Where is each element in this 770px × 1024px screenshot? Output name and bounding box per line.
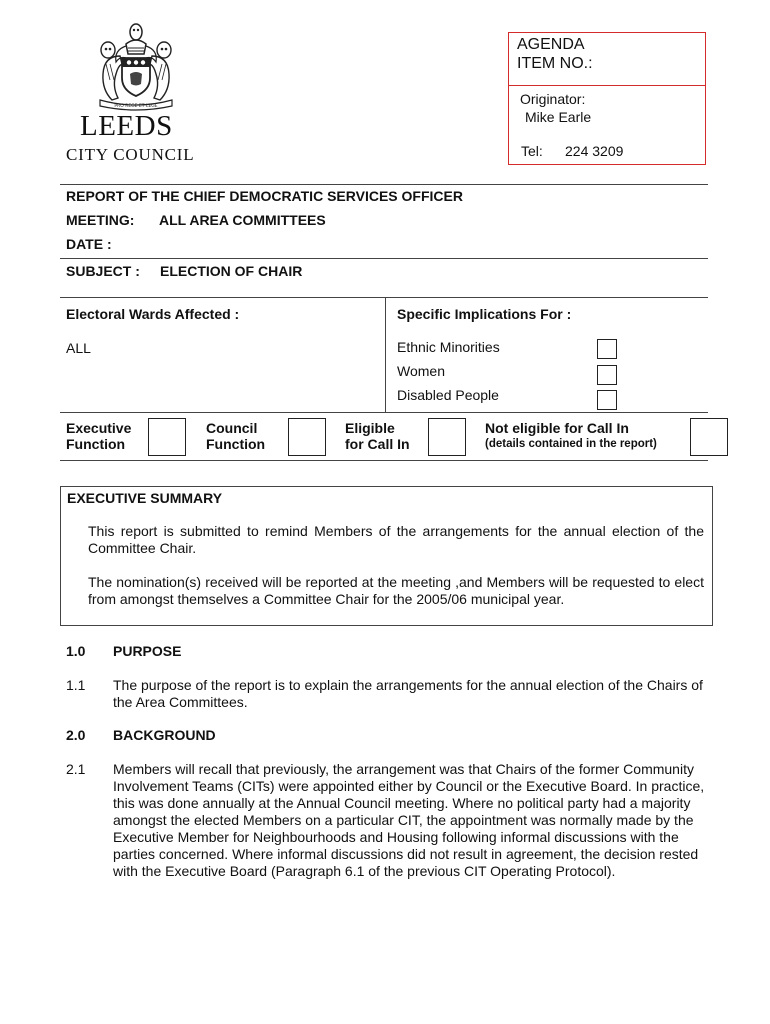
council-crest <box>86 20 186 112</box>
paragraph-text-1-1: The purpose of the report is to explain the arrangements for the annual election of the Chairs of the Area Committees. <box>113 677 703 710</box>
item-no-label: ITEM NO.: <box>517 55 593 72</box>
wards-value: ALL <box>66 340 91 356</box>
wards-label: Electoral Wards Affected : <box>66 306 240 322</box>
checkbox-not-eligible-call-in[interactable] <box>690 418 728 456</box>
executive-summary-box <box>60 486 713 626</box>
rule-wards <box>60 297 708 298</box>
implication-disabled-people: Disabled People <box>397 387 499 403</box>
crest-icon <box>86 20 186 112</box>
rule-subject <box>60 258 708 259</box>
agenda-divider <box>509 85 705 86</box>
checkbox-executive-function[interactable] <box>148 418 186 456</box>
checkbox-council-function[interactable] <box>288 418 326 456</box>
meeting-value: ALL AREA COMMITTEES <box>159 212 326 228</box>
section-title-background: BACKGROUND <box>113 727 216 743</box>
rule-functions <box>60 412 708 413</box>
council-name-line2: CITY COUNCIL <box>66 145 195 164</box>
executive-summary-title: EXECUTIVE SUMMARY <box>67 490 223 506</box>
originator-name: Mike Earle <box>525 109 592 125</box>
meeting-label: MEETING: <box>66 212 135 228</box>
implication-women: Women <box>397 363 445 379</box>
paragraph-number-2-1: 2.1 <box>66 761 86 777</box>
council-function-line1: Council <box>206 420 258 436</box>
paragraph-number-1-1: 1.1 <box>66 677 86 693</box>
checkbox-eligible-call-in[interactable] <box>428 418 466 456</box>
rule-bottom-functions <box>60 460 708 461</box>
agenda-box <box>508 32 706 165</box>
council-name-line1: LEEDS <box>80 110 173 142</box>
eligible-call-in-line1: Eligible <box>345 420 395 436</box>
subject-value: ELECTION OF CHAIR <box>160 263 303 279</box>
originator-label: Originator: <box>520 91 586 107</box>
section-title-purpose: PURPOSE <box>113 643 182 659</box>
agenda-label: AGENDA <box>517 36 585 53</box>
wards-divider <box>385 297 386 413</box>
rule-top <box>60 184 708 185</box>
tel-number: 224 3209 <box>565 143 624 159</box>
checkbox-disabled-people[interactable] <box>597 390 617 410</box>
paragraph-text-2-1: Members will recall that previously, the arrangement was that Chairs of the former Community Involvement Teams (CITs) were appointed either by Council or the Executive Board. In practice, this was done annually at the Annual Council meeting. Where no political party had a majority amongst the elected Members on a particular CIT, the appointment was normally made by the Executive Member for Neighbourhoods and Housing following informal discussions with the parties concerned. Where informal discussions did not result in agreement, the decision rested with the Executive Board (Paragraph 6.1 of the previous CIT Operating Protocol). <box>113 761 705 879</box>
implications-label: Specific Implications For : <box>397 306 572 322</box>
executive-function-line2: Function <box>66 436 126 452</box>
report-of: REPORT OF THE CHIEF DEMOCRATIC SERVICES OFFICER <box>66 188 463 204</box>
section-number-background: 2.0 <box>66 727 86 743</box>
crest-motto: PRO REGE ET LEGE <box>114 104 158 109</box>
executive-function-line1: Executive <box>66 420 132 436</box>
implication-ethnic-minorities: Ethnic Minorities <box>397 339 500 355</box>
not-eligible-line1: Not eligible for Call In <box>485 420 629 436</box>
executive-summary-para1: This report is submitted to remind Members of the arrangements for the annual election of the Committee Chair. <box>88 523 704 556</box>
section-number-purpose: 1.0 <box>66 643 86 659</box>
checkbox-women[interactable] <box>597 365 617 385</box>
checkbox-ethnic-minorities[interactable] <box>597 339 617 359</box>
date-label: DATE : <box>66 236 112 252</box>
tel-label: Tel: <box>521 143 543 159</box>
not-eligible-line2: (details contained in the report) <box>485 438 657 450</box>
council-function-line2: Function <box>206 436 266 452</box>
subject-label: SUBJECT : <box>66 263 140 279</box>
eligible-call-in-line2: for Call In <box>345 436 410 452</box>
executive-summary-para2: The nomination(s) received will be reported at the meeting ,and Members will be requested to elect from amongst themselves a Committee Chair for the 2005/06 municipal year. <box>88 574 704 607</box>
